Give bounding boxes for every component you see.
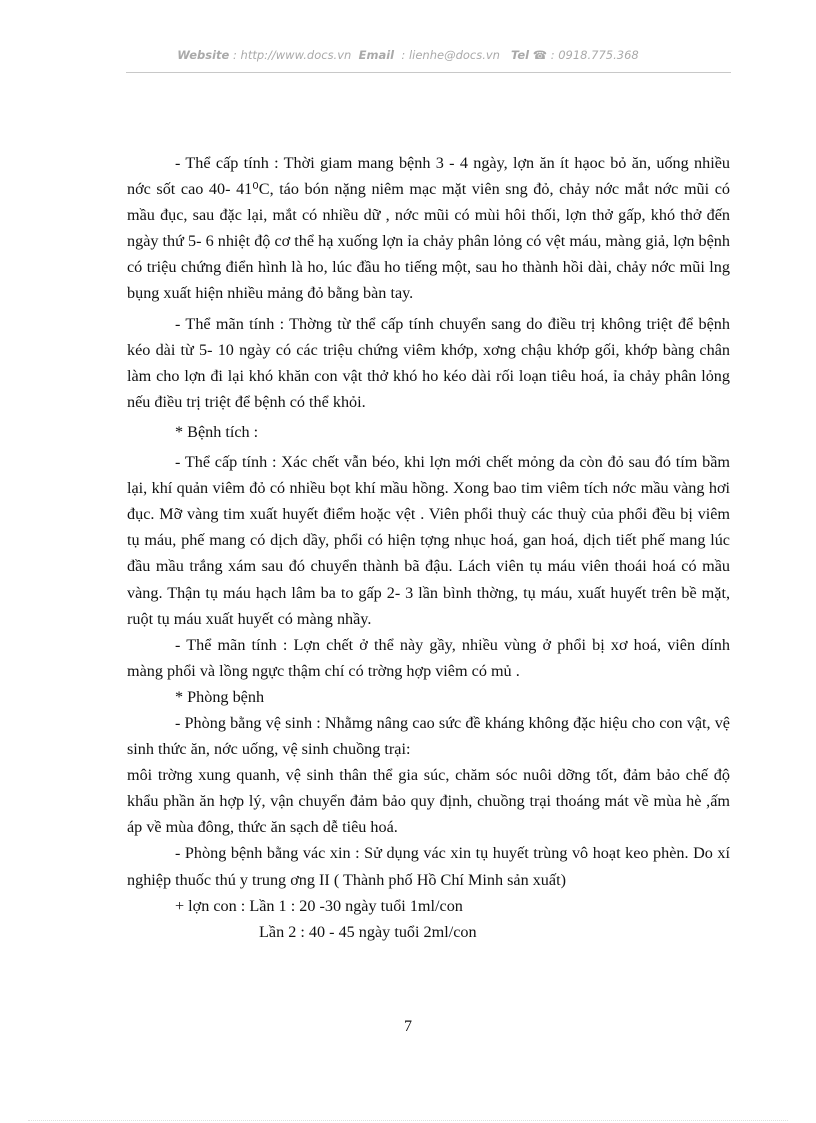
paragraph-hygiene-prevention: - Phòng bằng vệ sinh : Nhằmg nâng cao sức đề kháng không đặc hiệu cho con vật, vệ sinh thức ăn, nớc uống, vệ sinh chuồng trại:	[127, 713, 730, 759]
page-header	[0, 48, 816, 62]
vaccine-dose-line-1: + lợn con : Lần 1 : 20 -30 ngày tuổi 1ml/con	[175, 896, 463, 915]
heading-lesions: * Bệnh tích :	[175, 422, 259, 441]
paragraph-vaccine-prevention: - Phòng bệnh bằng vác xin : Sử dụng vác xin tụ huyết trùng vô hoạt keo phèn. Do xí nghiệp thuốc thú y trung ơng II ( Thành phố Hồ Chí Minh sản xuất)	[127, 844, 730, 889]
heading-prevention: * Phòng bệnh	[175, 687, 265, 706]
tel-value: ☎ : 0918.775.368	[532, 48, 639, 62]
tel-label: Tel	[510, 48, 530, 62]
paragraph-chronic-lesions: - Thể mãn tính : Lợn chết ở thể này gầy, nhiều vùng ở phổi bị xơ hoá, viên dính màng phổi và lồng ngực thậm chí có trờng hợp viêm có mủ .	[127, 635, 730, 680]
vaccine-dose-line-2: Lần 2 : 40 - 45 ngày tuổi 2ml/con	[259, 922, 477, 941]
website-label: Website	[177, 48, 230, 62]
paragraph-acute-symptoms: - Thể cấp tính : Thời giam mang bệnh 3 - 4 ngày, lợn ăn ít hạoc bỏ ăn, uống nhiều nớc sốt cao 40- 41⁰C, táo bón nặng niêm mạc mặt viên sng đỏ, chảy nớc mắt nớc mũi có mầu đục, sau đặc lại, mắt có nhiều dữ , nớc mũi có mùi hôi thối, lợn thở gấp, khó thở đến ngày thứ 5- 6 nhiệt độ cơ thể hạ xuống lợn ỉa chảy phân lỏng có vệt máu, màng giả, lợn bệnh có triệu chứng điển hình là ho, lúc đầu ho tiếng một, sau ho thành hồi dài, chảy nớc mũi lng bụng xuất hiện nhiều mảng đỏ bằng bàn tay.	[127, 154, 730, 303]
paragraph-chronic-symptoms: - Thể mãn tính : Thờng từ thể cấp tính chuyển sang do điều trị không triệt để bệnh kéo dài từ 5- 10 ngày có các triệu chứng viêm khớp, xơng chậu khớp gối, khớp bàng chân làm cho lợn đi lại khó khăn con vật thở khó ho kéo dài rối loạn tiêu hoá, ỉa chảy phân lỏng nếu điều trị triệt để bệnh có thể khỏi.	[127, 314, 730, 411]
document-body	[127, 150, 730, 945]
page-bottom-edge	[28, 1120, 788, 1121]
page-number: 7	[404, 1018, 412, 1035]
paragraph-hygiene-continued: môi trờng xung quanh, vệ sinh thân thể gia súc, chăm sóc nuôi dỡng tốt, đảm bảo chế độ khẩu phần ăn hợp lý, vận chuyển đảm bảo quy định, chuồng trại thoáng mát về mùa hè ,ấm áp về mùa đông, thức ăn sạch dễ tiêu hoá.	[127, 766, 730, 837]
website-value: : http://www.docs.vn	[233, 48, 352, 62]
email-value: : lienhe@docs.vn	[401, 48, 500, 62]
header-divider	[126, 72, 731, 73]
paragraph-acute-lesions: - Thể cấp tính : Xác chết vẫn béo, khi lợn mới chết mỏng da còn đỏ sau đó tím bầm lại, khí quản viêm đỏ có nhiều bọt khí mầu hồng. Xong bao tim viêm tích nớc mầu vàng hơi đục. Mỡ vàng tim xuất huyết điểm hoặc vệt . Viên phổi thuỳ các thuỳ của phổi đều bị viêm tụ máu, phế mang có dịch dầy, phổi có hiện tợng nhục hoá, gan hoá, dịch tiết phế mang lúc đầu mầu trắng xám sau đó chuyển thành bã đậu. Lách viên tụ máu viên thoái hoá có mầu vàng. Thận tụ máu hạch lâm ba to gấp 2- 3 lần bình thờng, tụ máu, xuất huyết trên bề mặt, ruột tụ máu xuất huyết có màng nhầy.	[127, 453, 730, 628]
email-label: Email	[358, 48, 395, 62]
